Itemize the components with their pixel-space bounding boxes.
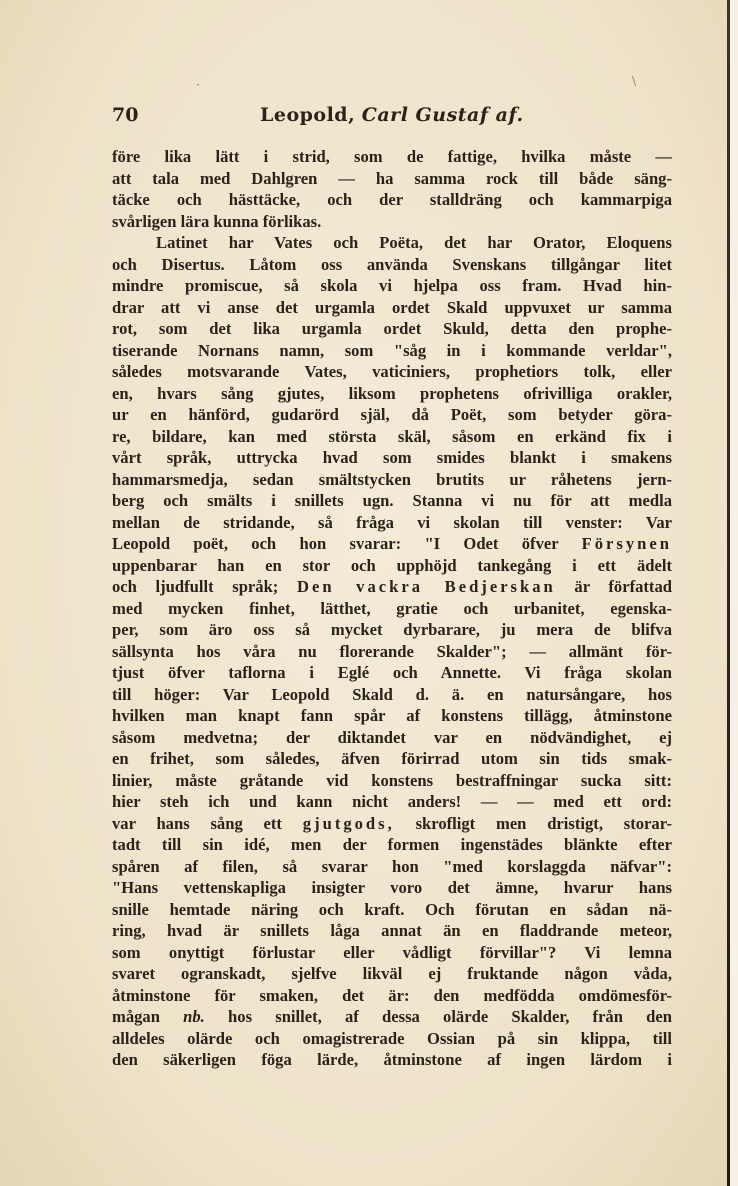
text-line: snille hemtade näring och kraft. Och förutan en sådan nä- bbox=[112, 899, 672, 919]
text-segment: skrofligt men dristigt, storar- bbox=[415, 813, 672, 833]
text-line: ur en hänförd, gudarörd själ, då Poët, som betyder göra- bbox=[112, 405, 672, 424]
text-line: hvilken man knapt fann spår af konstens tillägg, åtminstone bbox=[112, 706, 672, 725]
text-line: ring, hvad är snillets låga annat än en fladdrande meteor, bbox=[112, 921, 672, 940]
text-line: som onyttigt förlustar eller vådligt förvillar"? Vi lemna bbox=[112, 942, 672, 962]
text-line: att tala med Dahlgren — ha samma rock till både säng- bbox=[112, 168, 672, 188]
margin-mark: · bbox=[196, 78, 200, 92]
text-line: till höger: Var Leopold Skald d. ä. en natursångare, hos bbox=[112, 684, 672, 704]
text-line: tadt till sin idé, men der formen ingenstädes blänkte efter bbox=[112, 835, 672, 854]
text-line: med mycken finhet, lätthet, gratie och urbanitet, egenska- bbox=[112, 598, 672, 618]
text-line: en frihet, som således, äfven förirrad utom sin tids smak- bbox=[112, 749, 672, 768]
text-line: sällsynta hos våra nu florerande Skalder"; — allmänt för- bbox=[112, 641, 672, 661]
running-title-name: Leopold, bbox=[260, 104, 356, 126]
page-edge bbox=[730, 0, 738, 1186]
text-line: täcke och hästtäcke, och der stalldräng och kammarpiga bbox=[112, 190, 672, 209]
text-line bbox=[112, 576, 672, 598]
text-segment: mågan bbox=[112, 1007, 160, 1026]
text-line: spåren af filen, så svarar hon "med korslaggda näfvar": bbox=[112, 856, 672, 876]
text-segment: hos snillet, af dessa olärde Skalder, från den bbox=[228, 1007, 672, 1026]
text-line: en, hvars sång gjutes, liksom prophetens ofrivilliga orakler, bbox=[112, 383, 672, 403]
text-line: linier, måste gråtande vid konstens bestraffningar sucka sitt: bbox=[112, 770, 672, 790]
text-line: såsom medvetna; der diktandet var en nödvändighet, ej bbox=[112, 727, 672, 747]
text-line: åtminstone för smaken, det är: den medfödda omdömesför- bbox=[112, 985, 672, 1005]
text-segment: var hans sång ett bbox=[112, 813, 282, 833]
text-line: mellan de stridande, så fråga vi skolan till venster: Var bbox=[112, 512, 672, 532]
text-line: Latinet har Vates och Poëta, det har Orator, Eloquens bbox=[156, 233, 672, 252]
text-line: alldeles olärde och omagistrerade Ossian på sin klippa, till bbox=[112, 1028, 672, 1048]
text-line: "Hans vettenskapliga insigter voro det ämne, hvarur hans bbox=[112, 878, 672, 897]
text-line: hammarsmedja, sedan smältstycken brutits ur råhetens jern- bbox=[112, 469, 672, 489]
text-line: berg och smälts i snillets ugn. Stanna vi nu för att medla bbox=[112, 491, 672, 510]
text-line bbox=[112, 813, 672, 835]
text-line: vårt språk, uttrycka hvad som smides blankt i smakens bbox=[112, 448, 672, 467]
text-segment: och ljudfullt språk; bbox=[112, 577, 279, 596]
binding-edge bbox=[727, 0, 730, 1186]
text-line: drar att vi anse det urgamla ordet Skald uppvuxet ur samma bbox=[112, 297, 672, 317]
text-line: svaret ogranskadt, sjelfve likväl ej fruktande någon våda, bbox=[112, 964, 672, 983]
running-title bbox=[260, 104, 524, 126]
text-line: den säkerligen föga lärde, åtminstone af ingen lärdom i bbox=[112, 1050, 672, 1069]
text-line: tjust öfver taflorna i Eglé och Annette. Vi fråga skolan bbox=[112, 663, 672, 682]
text-line: mindre promiscue, så skola vi hjelpa oss fram. Hvad hin- bbox=[112, 276, 672, 295]
text-line: re, bildare, kan med största skäl, såsom en erkänd fix i bbox=[112, 426, 672, 446]
italic-abbreviation: nb. bbox=[183, 1007, 205, 1026]
page-header bbox=[112, 104, 672, 132]
text-line: svårligen lära kunna förlikas. bbox=[112, 211, 322, 231]
spaced-emphasis: gjutgods, bbox=[302, 813, 395, 833]
text-line bbox=[112, 1006, 672, 1028]
text-line: per, som äro oss så mycket dyrbarare, ju mera de blifva bbox=[112, 620, 672, 639]
page-number: 70 bbox=[112, 104, 139, 126]
text-line: således motsvarande Vates, vaticiniers, prophetiors tolk, eller bbox=[112, 362, 672, 381]
text-line: tiserande Nornans namn, som "såg in i kommande verldar", bbox=[112, 340, 672, 360]
text-line: före lika lätt i strid, som de fattige, hvilka måste — bbox=[112, 147, 672, 166]
text-segment: Leopold poët, och hon svarar: "I Odet öfver bbox=[112, 534, 559, 553]
spaced-emphasis: Försynen bbox=[581, 534, 672, 553]
text-line: uppenbarar han en stor och upphöjd tankegång i ett ädelt bbox=[112, 555, 672, 575]
text-line: rot, som det lika urgamla ordet Skuld, detta den prophe- bbox=[112, 319, 672, 338]
text-segment: är författad bbox=[574, 577, 672, 596]
text-line: och Disertus. Låtom oss använda Svenskans tillgångar litet bbox=[112, 254, 672, 274]
text-line bbox=[112, 533, 672, 555]
running-title-given: Carl Gustaf af. bbox=[361, 104, 524, 126]
body-text bbox=[112, 146, 672, 1071]
spaced-emphasis: Den vackra Bedjerskan bbox=[296, 577, 556, 596]
margin-mark: \ bbox=[632, 74, 637, 88]
text-line: hier steh ich und kann nicht anders! — — med ett ord: bbox=[112, 792, 672, 811]
